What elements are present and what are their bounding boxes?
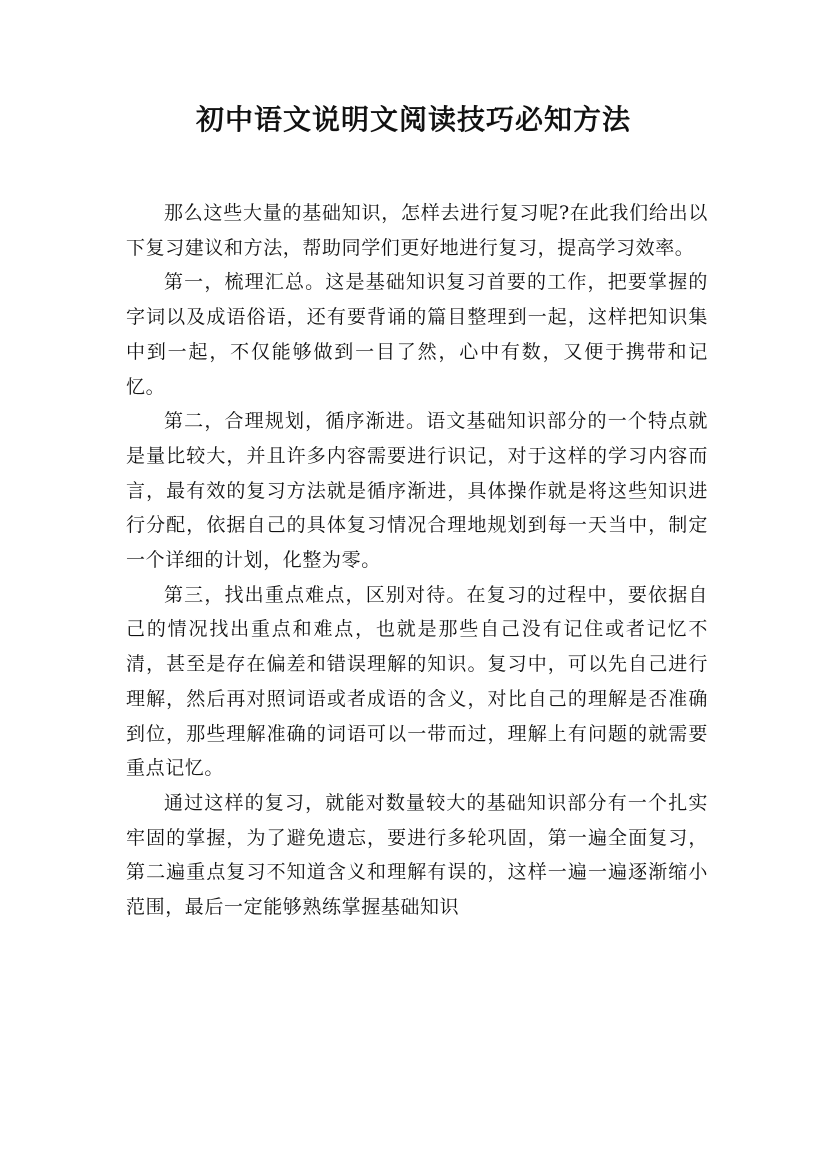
document-body xyxy=(126,196,708,925)
paragraph-intro: 那么这些大量的基础知识，怎样去进行复习呢?在此我们给出以下复习建议和方法，帮助同学们更好地进行复习，提高学习效率。 xyxy=(126,202,708,259)
paragraph-third-point: 第三，找出重点难点，区别对待。在复习的过程中，要依据自己的情况找出重点和难点，也就是那些自己没有记住或者记忆不清，甚至是存在偏差和错误理解的知识。复习中，可以先自己进行理解，然后再对照词语或者成语的含义，对比自己的理解是否准确到位，那些理解准确的词语可以一带而过，理解上有问题的就需要重点记忆。 xyxy=(126,583,708,780)
paragraph-second-point: 第二，合理规划，循序渐进。语文基础知识部分的一个特点就是量比较大，并且许多内容需要进行识记，对于这样的学习内容而言，最有效的复习方法就是循序渐进，具体操作就是将这些知识进行分配，依据自己的具体复习情况合理地规划到每一天当中，制定一个详细的计划，化整为零。 xyxy=(126,410,708,572)
paragraph-conclusion: 通过这样的复习，就能对数量较大的基础知识部分有一个扎实牢固的掌握，为了避免遗忘，要进行多轮巩固，第一遍全面复习，第二遍重点复习不知道含义和理解有误的，这样一遍一遍逐渐缩小范围，最后一定能够熟练掌握基础知识 xyxy=(126,791,708,919)
paragraph-first-point: 第一，梳理汇总。这是基础知识复习首要的工作，把要掌握的字词以及成语俗语，还有要背诵的篇目整理到一起，这样把知识集中到一起，不仅能够做到一目了然，心中有数，又便于携带和记忆。 xyxy=(126,271,708,398)
document-title: 初中语文说明文阅读技巧必知方法 xyxy=(195,103,631,136)
